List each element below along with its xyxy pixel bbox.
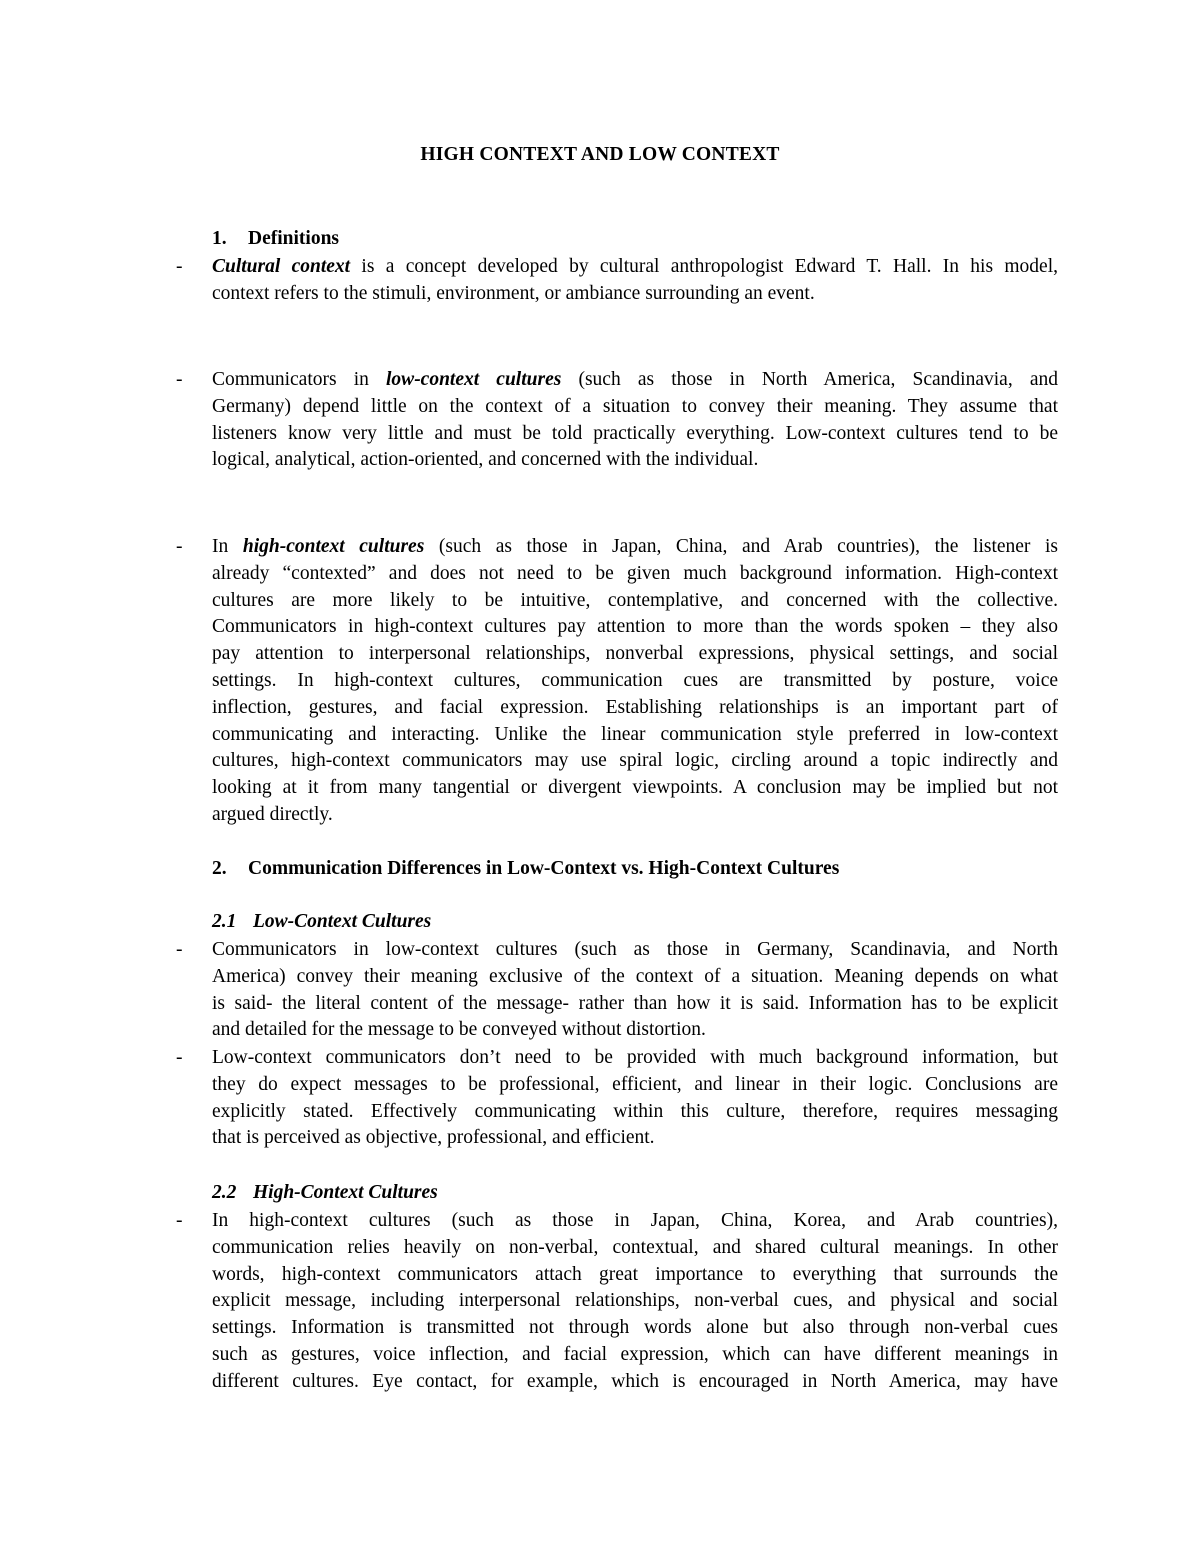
paragraph-line: logical, analytical, action-oriented, and concerned with the individual. [212, 449, 759, 471]
bullet-dash: - [176, 1047, 183, 1068]
subsection-number: 2.2 [212, 1182, 237, 1203]
paragraph-line: settings. Information is transmitted not through words alone but also through non-verbal cues [212, 1317, 1058, 1339]
paragraph-line: inflection, gestures, and facial expression. Establishing relationships is an important part of [212, 696, 1058, 718]
paragraph-line: pay attention to interpersonal relationships, nonverbal expressions, physical settings, and social [212, 643, 1058, 665]
high-context-point-1 [176, 1208, 1058, 1396]
low-context-point-1 [176, 937, 1058, 1044]
section-number: 2. [212, 858, 227, 879]
key-term: low-context cultures [386, 369, 562, 390]
document-title: HIGH CONTEXT AND LOW CONTEXT [420, 144, 780, 165]
paragraph-line: words, high-context communicators attach great importance to everything that surrounds the [212, 1263, 1058, 1285]
paragraph-line: communication relies heavily on non-verbal, contextual, and shared cultural meanings. In other [212, 1236, 1058, 1258]
paragraph-line: settings. In high-context cultures, communication cues are transmitted by posture, voice [212, 669, 1058, 691]
subsection-title: Low-Context Cultures [253, 911, 432, 932]
paragraph-line: Communicators in high-context cultures pay attention to more than the words spoken – they also [212, 616, 1058, 638]
paragraph-line: looking at it from many tangential or divergent viewpoints. A conclusion may be implied but not [212, 777, 1058, 799]
bullet-dash: - [176, 939, 183, 960]
paragraph-line: different cultures. Eye contact, for example, which is encouraged in North America, may have [212, 1370, 1058, 1392]
paragraph-line: context refers to the stimuli, environment, or ambiance surrounding an event. [212, 282, 815, 304]
paragraph-line: explicitly stated. Effectively communicating within this culture, therefore, requires messaging [212, 1100, 1058, 1122]
definition-low-context [176, 367, 1058, 474]
paragraph-line: cultures, high-context communicators may use spiral logic, circling around a topic indirectly and [212, 750, 1058, 772]
paragraph-line: is said- the literal content of the message- rather than how it is said. Information has to be explicit [212, 992, 1058, 1014]
paragraph-line: listeners know very little and must be told practically everything. Low-context cultures tend to be [212, 422, 1058, 444]
subsection-2-2-heading [212, 1180, 438, 1207]
definition-high-context [176, 534, 1058, 829]
key-term: Cultural context [212, 256, 351, 277]
paragraph-line: already “contexted” and does not need to be given much background information. High-context [212, 562, 1058, 584]
section-number: 1. [212, 228, 227, 249]
paragraph-line: explicit message, including interpersonal relationships, non-verbal cues, and physical and social [212, 1290, 1058, 1312]
paragraph-line: Communicators in low-context cultures (such as those in North America, Scandinavia, and [212, 369, 1058, 390]
section-title: Definitions [248, 228, 340, 249]
subsection-title: High-Context Cultures [253, 1182, 438, 1203]
paragraph-line: Cultural context is a concept developed by cultural anthropologist Edward T. Hall. In his model, [212, 256, 1058, 277]
paragraph-line: communicating and interacting. Unlike the linear communication style preferred in low-context [212, 723, 1058, 745]
paragraph-line: America) convey their meaning exclusive of the context of a situation. Meaning depends on what [212, 965, 1058, 987]
paragraph-line: cultures are more likely to be intuitive, contemplative, and concerned with the collective. [212, 589, 1058, 611]
paragraph-line: such as gestures, voice inflection, and facial expression, which can have different meanings in [212, 1343, 1058, 1365]
section-1-heading [212, 226, 339, 253]
section-2-heading [212, 856, 839, 883]
section-title: Communication Differences in Low-Context vs. High-Context Cultures [248, 858, 840, 879]
paragraph-line: Germany) depend little on the context of a situation to convey their meaning. They assume that [212, 395, 1058, 417]
subsection-number: 2.1 [212, 911, 237, 932]
paragraph-line: In high-context cultures (such as those in Japan, China, Korea, and Arab countries), [212, 1210, 1058, 1231]
paragraph-line: Communicators in low-context cultures (such as those in Germany, Scandinavia, and North [212, 939, 1058, 960]
bullet-dash: - [176, 256, 183, 277]
paragraph-line: they do expect messages to be professional, efficient, and linear in their logic. Conclusions are [212, 1073, 1058, 1095]
bullet-dash: - [176, 369, 183, 390]
paragraph-line: and detailed for the message to be conveyed without distortion. [212, 1019, 706, 1041]
bullet-dash: - [176, 1210, 183, 1231]
subsection-2-1-heading [212, 909, 431, 936]
paragraph-line: that is perceived as objective, professional, and efficient. [212, 1127, 655, 1149]
paragraph-line: Low-context communicators don’t need to be provided with much background information, but [212, 1047, 1058, 1068]
key-term: high-context cultures [242, 536, 425, 557]
bullet-dash: - [176, 536, 183, 557]
definition-cultural-context [176, 254, 1058, 308]
low-context-point-2 [176, 1045, 1058, 1152]
paragraph-line: argued directly. [212, 803, 333, 825]
paragraph-line: In high-context cultures (such as those in Japan, China, and Arab countries), the listener is [212, 536, 1058, 557]
